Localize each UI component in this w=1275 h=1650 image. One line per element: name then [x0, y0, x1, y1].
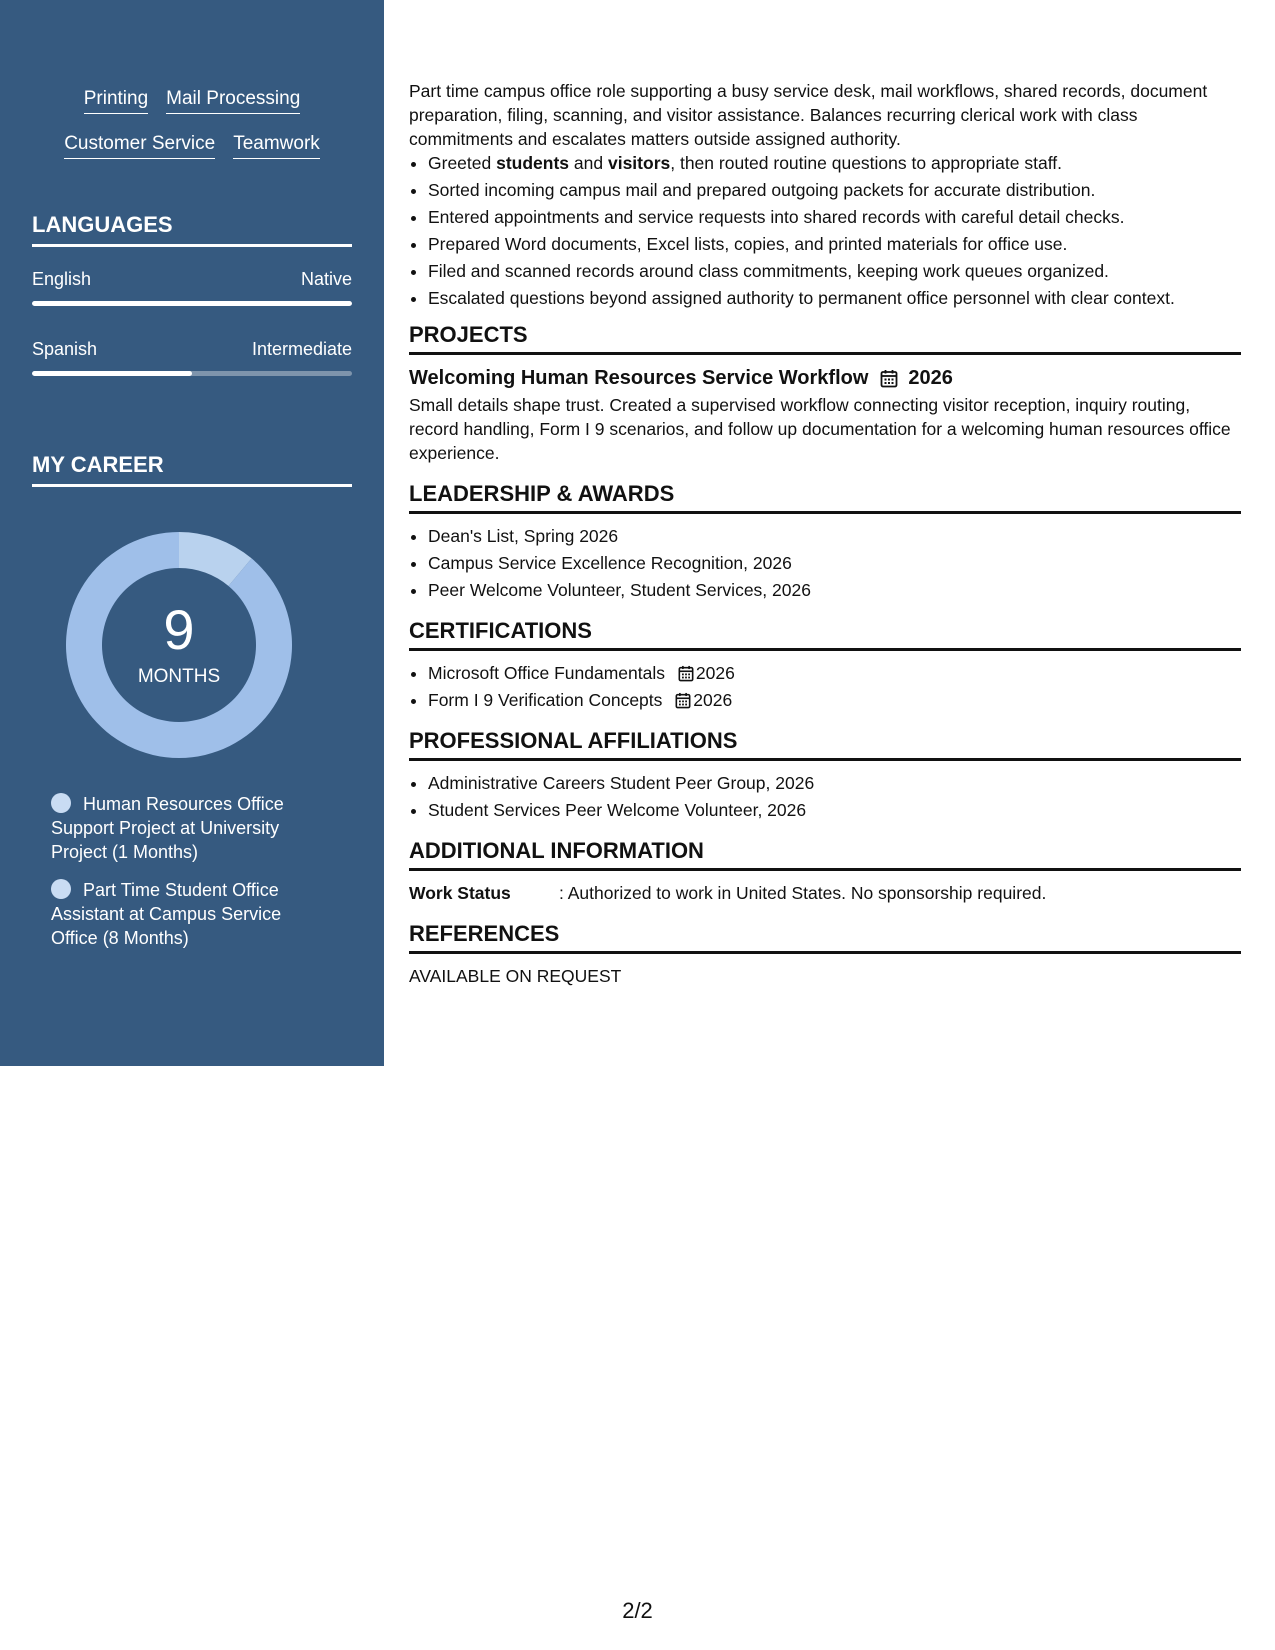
calendar-icon [675, 692, 691, 709]
bullet-bold-text: visitors [607, 153, 671, 173]
career-legend-label: Human Resources Office Support Project at University Project (1 Months) [51, 794, 284, 862]
work-status-row [409, 881, 1241, 905]
project-description: Small details shape trust. Created a supervised workflow connecting visitor reception, inquiry routing, record handling, Form I 9 scenarios, and follow up documentation for a welcoming human resources office experience. [409, 395, 1231, 463]
work-status-label: Work Status [409, 883, 511, 903]
main-content [409, 79, 1241, 988]
career-heading: MY CAREER [32, 452, 352, 487]
affiliation-item: • Administrative Careers Student Peer Group, 2026 [428, 771, 1241, 795]
calendar-icon [880, 369, 898, 388]
calendar-icon [678, 665, 694, 682]
language-bar-fill [32, 301, 352, 306]
references-heading: REFERENCES [409, 921, 1241, 954]
certifications-heading: CERTIFICATIONS [409, 618, 1241, 651]
experience-bullet: • Escalated questions beyond assigned authority to permanent office personnel with clear context. [428, 286, 1241, 310]
projects-heading: PROJECTS [409, 322, 1241, 355]
experience-bullet: • Filed and scanned records around class commitments, keeping work queues organized. [428, 259, 1241, 283]
bullet-bold-text: students [496, 153, 570, 173]
legend-dot-icon [51, 879, 71, 899]
career-legend-item [51, 792, 321, 864]
language-item [32, 338, 352, 376]
experience-bullet: • Entered appointments and service requests into shared records with careful detail checks. [428, 205, 1241, 229]
experience-bullet: • Sorted incoming campus mail and prepared outgoing packets for accurate distribution. [428, 178, 1241, 202]
language-item [32, 268, 352, 306]
certification-name: Microsoft Office Fundamentals [428, 663, 665, 683]
language-bar-fill [32, 371, 192, 376]
affiliations-list [409, 771, 1241, 822]
certification-year: 2026 [693, 690, 733, 710]
skill-tag: Printing [84, 88, 148, 114]
bullet-text: Greeted [428, 153, 497, 173]
bullet-text: , then routed routine questions to appropriate staff. [670, 153, 1062, 173]
work-status-value: : Authorized to work in United States. No sponsorship required. [559, 883, 1047, 903]
skills-row [0, 133, 384, 159]
sidebar [0, 0, 384, 1066]
award-item: • Peer Welcome Volunteer, Student Services, 2026 [428, 578, 1241, 602]
certifications-list [409, 661, 1241, 712]
skill-tag: Customer Service [64, 133, 215, 159]
language-name: Spanish [32, 339, 98, 359]
certification-year: 2026 [695, 663, 735, 683]
project-year: 2026 [908, 367, 953, 389]
language-level: Native [300, 269, 352, 289]
skills-row [0, 88, 384, 114]
project-title: Welcoming Human Resources Service Workflow [409, 367, 869, 389]
additional-info-heading: ADDITIONAL INFORMATION [409, 838, 1241, 871]
certification-item [428, 661, 1241, 685]
language-name: English [32, 269, 92, 289]
experience-summary: Part time campus office role supporting a busy service desk, mail workflows, shared records, document preparation, filing, scanning, and visitor assistance. Balances recurring clerical work with class commitments and escalates matters outside assigned authority. [409, 81, 1208, 149]
award-item: • Dean's List, Spring 2026 [428, 524, 1241, 548]
career-legend-label: Part Time Student Office Assistant at Campus Service Office (8 Months) [51, 880, 282, 948]
skill-tag: Teamwork [233, 133, 320, 159]
bullet-text: and [569, 153, 608, 173]
affiliation-item: • Student Services Peer Welcome Volunteer, 2026 [428, 798, 1241, 822]
experience-bullet: • Prepared Word documents, Excel lists, copies, and printed materials for office use. [428, 232, 1241, 256]
languages-heading: LANGUAGES [32, 212, 352, 247]
awards-list [409, 524, 1241, 602]
award-item: • Campus Service Excellence Recognition, 2026 [428, 551, 1241, 575]
references-text: AVAILABLE ON REQUEST [409, 966, 622, 986]
page-number: 2/2 [622, 1598, 653, 1623]
experience-bullet [428, 151, 1241, 175]
legend-dot-icon [51, 793, 71, 813]
language-level: Intermediate [251, 339, 352, 359]
certification-name: Form I 9 Verification Concepts [428, 690, 663, 710]
project-title-row [409, 365, 1241, 391]
language-bar [32, 371, 352, 376]
awards-heading: LEADERSHIP & AWARDS [409, 481, 1241, 514]
skill-tag: Mail Processing [166, 88, 300, 114]
experience-bullets [409, 151, 1241, 310]
career-legend-item [51, 878, 321, 950]
affiliations-heading: PROFESSIONAL AFFILIATIONS [409, 728, 1241, 761]
language-bar [32, 301, 352, 306]
career-total-unit: MONTHS [137, 666, 221, 687]
certification-item [428, 688, 1241, 712]
career-total-number: 9 [163, 598, 195, 661]
